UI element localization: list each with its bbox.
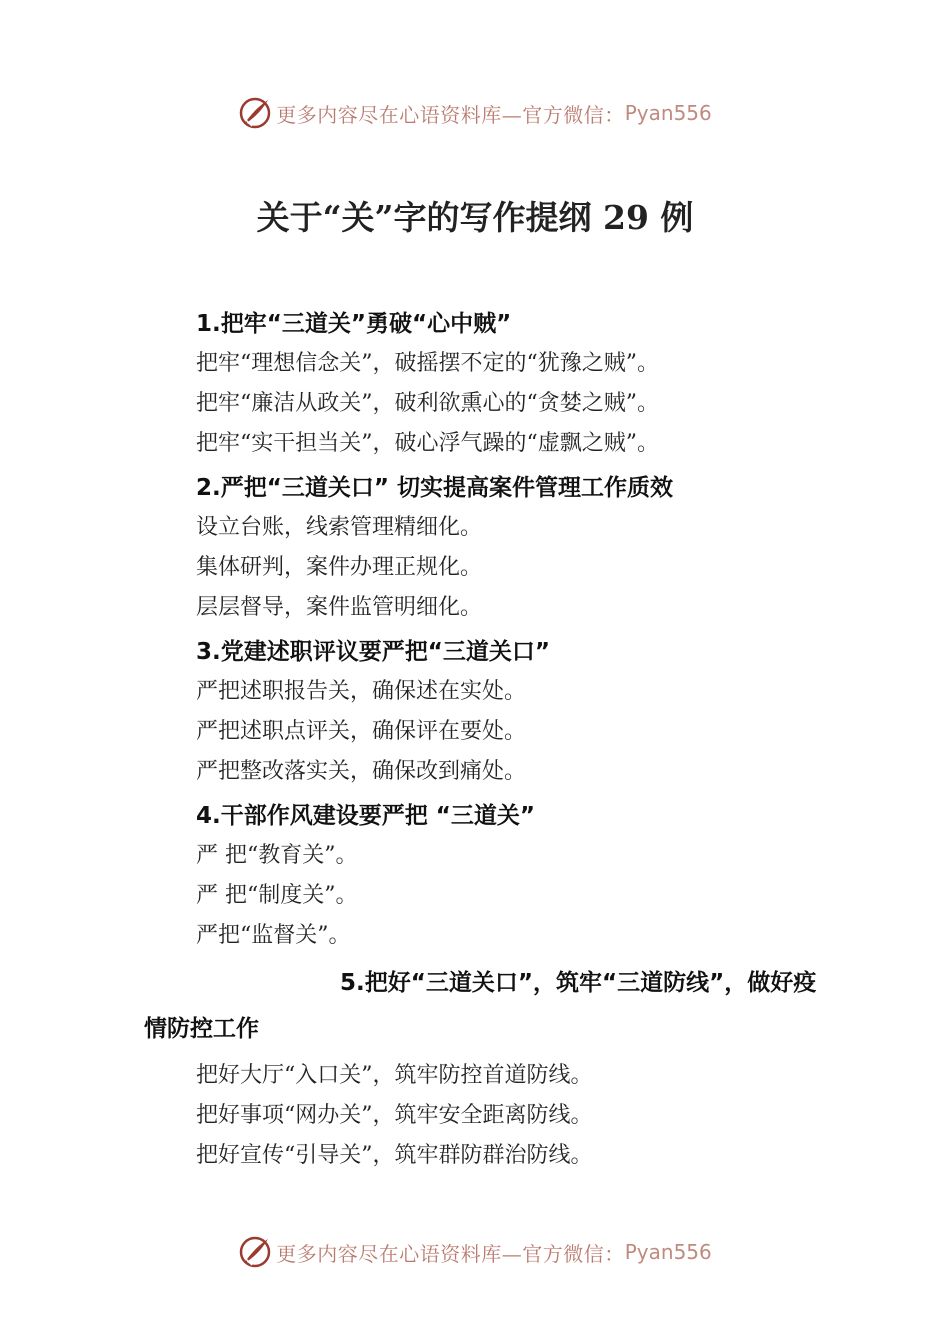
section-line: 严把述职点评关，确保评在要处。	[196, 719, 527, 744]
outline-section-5	[0, 960, 950, 1176]
section-heading: 5.把好“三道关口”，筑牢“三道防线”，做好疫情防控工作	[144, 970, 817, 1042]
watermark-header	[0, 93, 950, 133]
section-line: 严把“监督关”。	[196, 923, 351, 948]
section-line: 把牢“廉洁从政关”，破利欲熏心的“贪婪之贼”。	[196, 391, 659, 416]
section-line: 把好宣传“引导关”，筑牢群防群治防线。	[196, 1143, 593, 1168]
section-line: 把好事项“网办关”，筑牢安全距离防线。	[196, 1103, 593, 1128]
section-line: 严把整改落实关，确保改到痛处。	[196, 759, 527, 784]
section-heading: 1.把牢“三道关”勇破“心中贼”	[196, 311, 512, 337]
outline-section-1	[0, 304, 950, 464]
quill-logo-icon	[238, 96, 272, 130]
watermark-text: 更多内容尽在心语资料库—官方微信：	[276, 102, 625, 127]
section-line: 严 把“制度关”。	[196, 883, 358, 908]
section-line: 设立台账，线索管理精细化。	[196, 515, 483, 540]
section-line: 把牢“实干担当关”，破心浮气躁的“虚飘之贼”。	[196, 431, 659, 456]
section-heading: 2.严把“三道关口” 切实提高案件管理工作质效	[196, 475, 673, 501]
quill-logo-icon	[238, 1235, 272, 1269]
section-heading: 4.干部作风建设要严把 “三道关”	[196, 803, 535, 829]
watermark-footer	[0, 1232, 950, 1272]
outline-section-2	[0, 468, 950, 628]
document-body	[0, 304, 950, 1176]
section-line: 层层督导，案件监管明细化。	[196, 595, 483, 620]
watermark-text: 更多内容尽在心语资料库—官方微信：	[276, 1241, 625, 1266]
watermark-wechat-id: Pyan556	[624, 1240, 712, 1264]
section-line: 严把述职报告关，确保述在实处。	[196, 679, 527, 704]
document-title: 关于“关”字的写作提纲 29 例	[256, 198, 694, 237]
section-heading: 3.党建述职评议要严把“三道关口”	[196, 639, 550, 665]
section-line: 把好大厅“入口关”，筑牢防控首道防线。	[196, 1063, 593, 1088]
outline-section-4	[0, 796, 950, 956]
section-line: 严 把“教育关”。	[196, 843, 358, 868]
watermark-wechat-id: Pyan556	[624, 101, 712, 125]
section-line: 集体研判，案件办理正规化。	[196, 555, 483, 580]
section-line: 把牢“理想信念关”，破摇摆不定的“犹豫之贼”。	[196, 351, 659, 376]
outline-section-3	[0, 632, 950, 792]
